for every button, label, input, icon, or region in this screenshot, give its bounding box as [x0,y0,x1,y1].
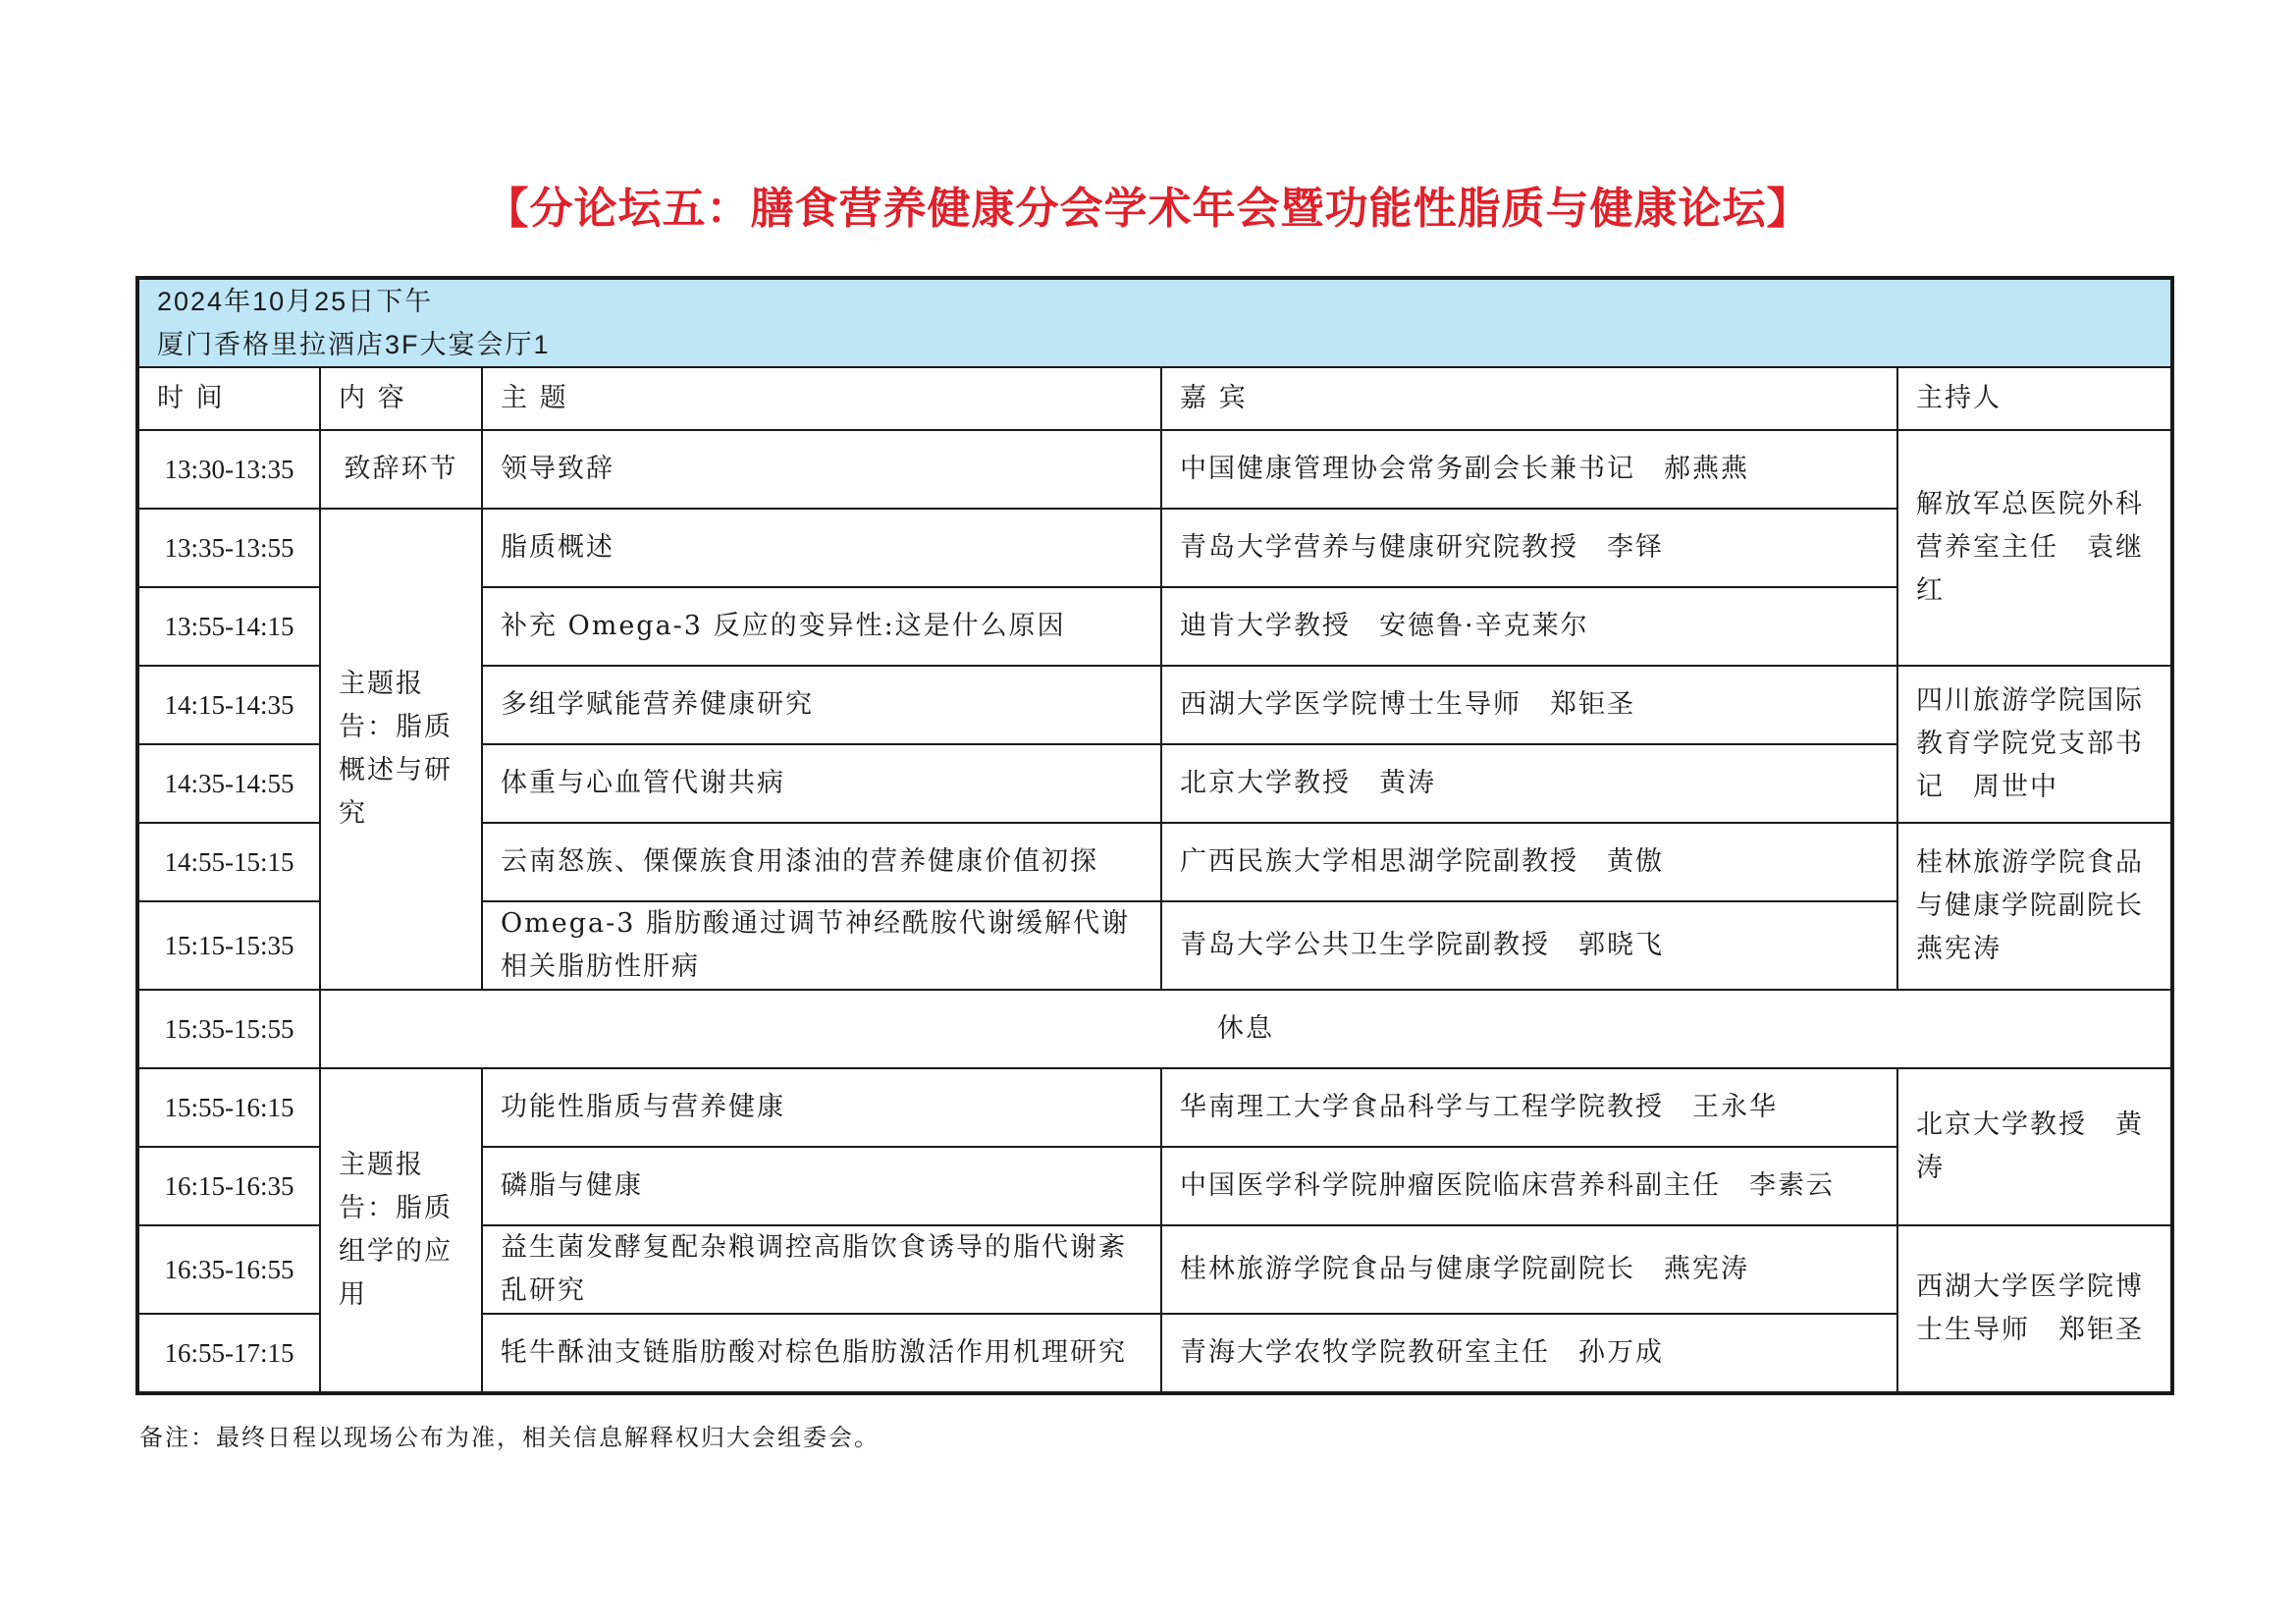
row-topic: 脂质概述 [482,509,1161,587]
row-guest: 青岛大学公共卫生学院副教授 郭晓飞 [1161,901,1897,990]
table-row [138,430,2171,509]
row-topic: 补充 Omega-3 反应的变异性:这是什么原因 [482,587,1161,666]
row-time: 15:55-16:15 [138,1068,320,1147]
row-guest: 青岛大学营养与健康研究院教授 李铎 [1161,509,1897,587]
row-host: 北京大学教授 黄涛 [1897,1068,2171,1225]
schedule-table [137,278,2172,1393]
row-guest: 西湖大学医学院博士生导师 郑钜圣 [1161,666,1897,744]
row-topic: 多组学赋能营养健康研究 [482,666,1161,744]
column-guest: 嘉 宾 [1161,367,1897,430]
table-row [138,509,2171,587]
row-guest: 中国健康管理协会常务副会长兼书记 郝燕燕 [1161,430,1897,509]
row-time: 13:55-14:15 [138,587,320,666]
column-host: 主持人 [1897,367,2171,430]
row-time: 16:15-16:35 [138,1147,320,1225]
row-host: 西湖大学医学院博士生导师 郑钜圣 [1897,1225,2171,1392]
column-topic: 主 题 [482,367,1161,430]
row-topic: 领导致辞 [482,430,1161,509]
row-time: 16:55-17:15 [138,1314,320,1392]
break-label: 休息 [320,990,2171,1068]
row-guest: 中国医学科学院肿瘤医院临床营养科副主任 李素云 [1161,1147,1897,1225]
row-topic: Omega-3 脂肪酸通过调节神经酰胺代谢缓解代谢相关脂肪性肝病 [482,901,1161,990]
page-title: 【分论坛五：膳食营养健康分会学术年会暨功能性脂质与健康论坛】 [485,184,1811,234]
row-guest: 北京大学教授 黄涛 [1161,744,1897,823]
row-time: 14:35-14:55 [138,744,320,823]
row-guest: 华南理工大学食品科学与工程学院教授 王永华 [1161,1068,1897,1147]
session-venue: 厦门香格里拉酒店3F大宴会厅1 [157,330,551,359]
row-guest: 广西民族大学相思湖学院副教授 黄傲 [1161,823,1897,901]
row-topic: 益生菌发酵复配杂粮调控高脂饮食诱导的脂代谢紊乱研究 [482,1225,1161,1314]
row-host: 四川旅游学院国际教育学院党支部书记 周世中 [1897,666,2171,823]
row-topic: 牦牛酥油支链脂肪酸对棕色脂肪激活作用机理研究 [482,1314,1161,1392]
table-row [138,1068,2171,1147]
row-time: 15:35-15:55 [138,990,320,1068]
row-topic: 云南怒族、傈僳族食用漆油的营养健康价值初探 [482,823,1161,901]
row-topic: 功能性脂质与营养健康 [482,1068,1161,1147]
row-guest: 迪肯大学教授 安德鲁·辛克莱尔 [1161,587,1897,666]
row-time: 13:30-13:35 [138,430,320,509]
row-time: 13:35-13:55 [138,509,320,587]
row-host: 解放军总医院外科营养室主任 袁继红 [1897,430,2171,666]
section-label: 主题报告：脂质概述与研究 [320,509,482,990]
row-time: 14:15-14:35 [138,666,320,744]
column-content: 内 容 [320,367,482,430]
row-host: 桂林旅游学院食品与健康学院副院长 燕宪涛 [1897,823,2171,990]
column-time: 时 间 [138,367,320,430]
row-time: 14:55-15:15 [138,823,320,901]
row-time: 16:35-16:55 [138,1225,320,1314]
column-headers [138,367,2171,430]
row-time: 15:15-15:35 [138,901,320,990]
section-label: 致辞环节 [320,430,482,509]
row-topic: 磷脂与健康 [482,1147,1161,1225]
footnote: 备注：最终日程以现场公布为准，相关信息解释权归大会组委会。 [139,1424,880,1451]
schedule-header [138,279,2171,367]
row-guest: 青海大学农牧学院教研室主任 孙万成 [1161,1314,1897,1392]
session-date: 2024年10月25日下午 [157,287,434,316]
row-guest: 桂林旅游学院食品与健康学院副院长 燕宪涛 [1161,1225,1897,1314]
row-topic: 体重与心血管代谢共病 [482,744,1161,823]
break-row [138,990,2171,1068]
section-label: 主题报告：脂质组学的应用 [320,1068,482,1392]
